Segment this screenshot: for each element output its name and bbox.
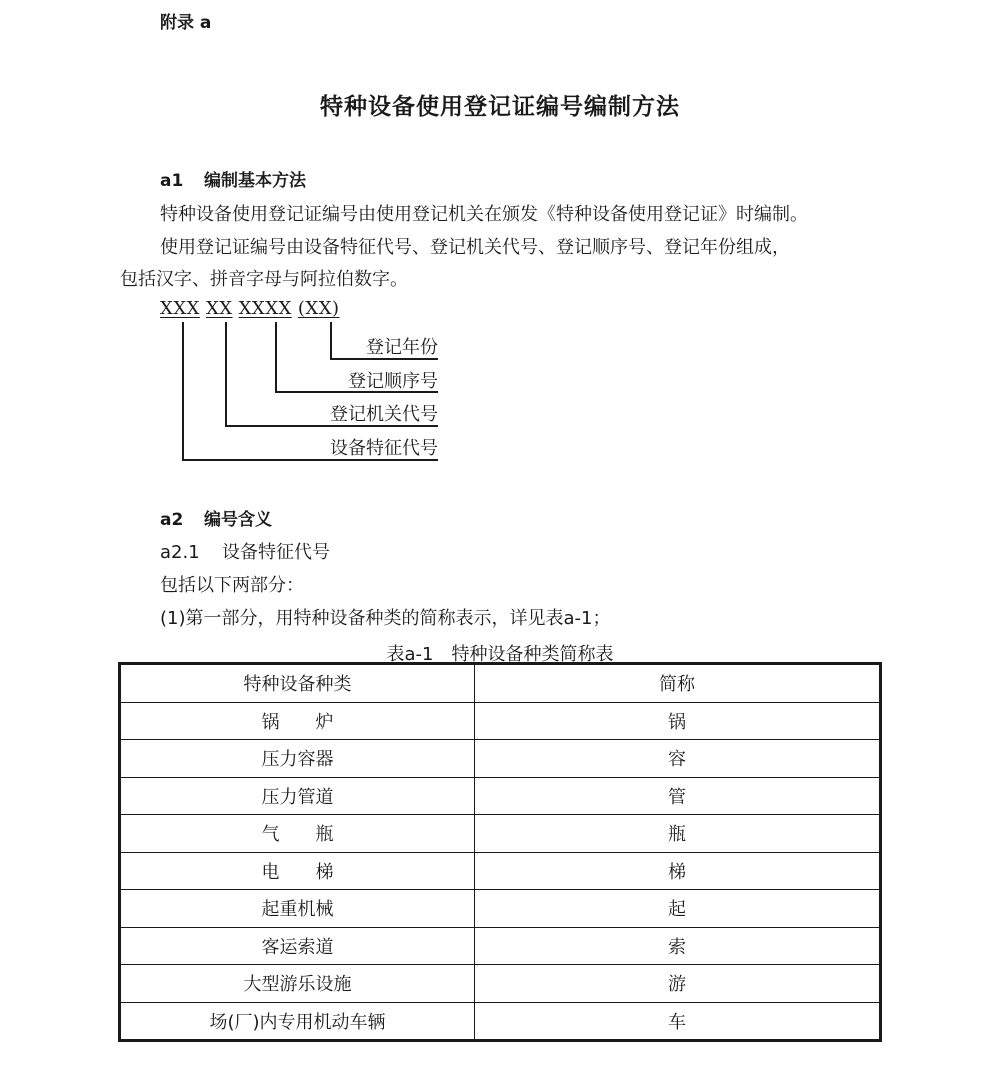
table-row (120, 965, 881, 1003)
section-a1-heading (160, 166, 306, 191)
table-cell: 起 (475, 890, 881, 928)
table-cell: 车 (475, 1002, 881, 1041)
table-cell: 容 (475, 740, 881, 778)
section-number: a2 (160, 510, 184, 530)
table-cell: 起重机械 (120, 890, 475, 928)
table-row (120, 890, 881, 928)
table-caption: 表a-1 特种设备种类简称表 (386, 644, 614, 665)
paragraph: (1)第一部分，用特种设备种类的简称表示，详见表a-1； (160, 608, 611, 629)
paragraph: 包括汉字、拼音字母与阿拉伯数字。 (120, 269, 408, 290)
table-row (120, 1002, 881, 1041)
subsection-number: a2.1 (160, 542, 200, 563)
paragraph: 包括以下两部分： (160, 575, 304, 596)
section-a2-heading (160, 505, 272, 530)
table-cell: 游 (475, 965, 881, 1003)
table-header-row (120, 664, 881, 703)
table-row (120, 740, 881, 778)
table-row (120, 702, 881, 740)
section-title: 编号含义 (204, 510, 272, 530)
table-cell: 大型游乐设施 (120, 965, 475, 1003)
subsection-title: 设备特征代号 (222, 542, 330, 563)
table-cell: 压力容器 (120, 740, 475, 778)
table-cell: 客运索道 (120, 927, 475, 965)
table-header-cell: 特种设备种类 (120, 664, 475, 703)
table-cell: 瓶 (475, 815, 881, 853)
table-row (120, 815, 881, 853)
table-cell: 电 梯 (120, 852, 475, 890)
document-title: 特种设备使用登记证编号编制方法 (320, 94, 680, 120)
table-cell: 管 (475, 777, 881, 815)
code-part-year: (XX) (297, 298, 340, 319)
table-header-cell: 简称 (475, 664, 881, 703)
table-cell: 压力管道 (120, 777, 475, 815)
table-row (120, 927, 881, 965)
table-cell: 梯 (475, 852, 881, 890)
table-cell: 场(厂)内专用机动车辆 (120, 1002, 475, 1041)
section-number: a1 (160, 171, 184, 191)
table-row (120, 852, 881, 890)
code-part-sequence: XXXX (238, 298, 292, 319)
code-part-authority: XX (205, 298, 233, 319)
code-label-sequence: 登记顺序号 (348, 371, 438, 392)
section-title: 编制基本方法 (204, 171, 306, 191)
paragraph: 使用登记证编号由设备特征代号、登记机关代号、登记顺序号、登记年份组成， (160, 237, 790, 258)
table-row (120, 777, 881, 815)
code-format (160, 298, 346, 319)
table-cell: 索 (475, 927, 881, 965)
subsection-a2-1-heading (160, 538, 330, 564)
code-part-feature: XXX (160, 298, 200, 319)
code-label-year: 登记年份 (366, 337, 438, 358)
table-cell: 气 瓶 (120, 815, 475, 853)
code-label-feature: 设备特征代号 (330, 438, 438, 459)
paragraph: 特种设备使用登记证编号由使用登记机关在颁发《特种设备使用登记证》时编制。 (160, 204, 808, 225)
equipment-abbreviation-table (118, 662, 882, 1042)
appendix-label: 附录 a (160, 13, 212, 33)
table-cell: 锅 (475, 702, 881, 740)
table-cell: 锅 炉 (120, 702, 475, 740)
code-label-authority: 登记机关代号 (330, 404, 438, 425)
